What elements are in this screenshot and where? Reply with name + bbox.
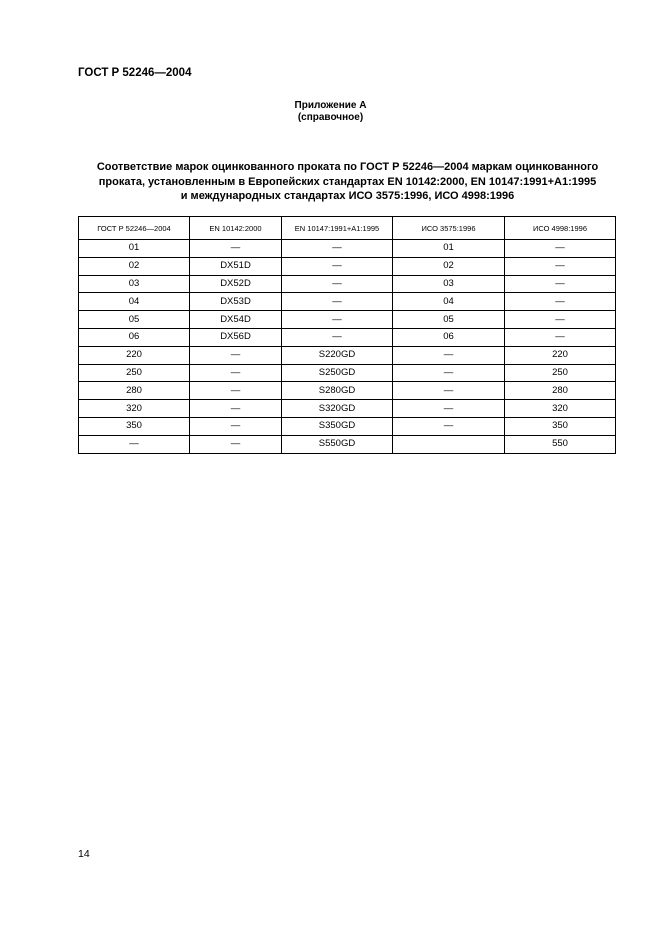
- table-cell: 01: [79, 240, 190, 258]
- table-cell: —: [393, 417, 505, 435]
- table-cell: 01: [393, 240, 505, 258]
- table-cell: 04: [393, 293, 505, 311]
- table-cell: —: [393, 382, 505, 400]
- table-cell: —: [79, 435, 190, 453]
- table-cell: S320GD: [282, 400, 393, 418]
- table-cell: 250: [79, 364, 190, 382]
- table-cell: 320: [505, 400, 616, 418]
- table-cell: S350GD: [282, 417, 393, 435]
- table-cell: —: [190, 364, 282, 382]
- header-cell-gost: ГОСТ Р 52246—2004: [79, 217, 190, 240]
- table-cell: 06: [79, 328, 190, 346]
- appendix-subtitle: (справочное): [297, 112, 364, 123]
- table-cell: 350: [505, 417, 616, 435]
- table-cell: DX54D: [190, 311, 282, 329]
- table-cell: —: [282, 240, 393, 258]
- table-cell: S550GD: [282, 435, 393, 453]
- table-header-row: [79, 217, 616, 240]
- table-row: [79, 328, 616, 346]
- table-cell: 05: [79, 311, 190, 329]
- table-cell: —: [190, 435, 282, 453]
- table-cell: 220: [79, 346, 190, 364]
- table-cell: 03: [393, 275, 505, 293]
- table-cell: 220: [505, 346, 616, 364]
- table-title-line-2: проката, установленным в Европейских стандартах EN 10142:2000, EN 10147:1991+A1:1995: [98, 175, 597, 188]
- table-cell: 06: [393, 328, 505, 346]
- table-cell: DX53D: [190, 293, 282, 311]
- table-cell: —: [282, 328, 393, 346]
- table-cell: —: [190, 417, 282, 435]
- header-cell-iso4998: ИСО 4998:1996: [505, 217, 616, 240]
- table-cell: DX52D: [190, 275, 282, 293]
- table-cell: —: [282, 275, 393, 293]
- table-row: [79, 275, 616, 293]
- table-cell: 03: [79, 275, 190, 293]
- table-cell: [393, 435, 505, 453]
- table-cell: S280GD: [282, 382, 393, 400]
- table-cell: —: [190, 400, 282, 418]
- table-cell: —: [282, 257, 393, 275]
- table-row: [79, 293, 616, 311]
- table-row: [79, 400, 616, 418]
- standard-code-header: ГОСТ Р 52246—2004: [78, 67, 192, 79]
- table-title-line-1: Соответствие марок оцинкованного проката по ГОСТ Р 52246—2004 маркам оцинкованного: [96, 161, 599, 173]
- table-cell: —: [505, 293, 616, 311]
- table-row: [79, 417, 616, 435]
- table-cell: —: [393, 364, 505, 382]
- table-cell: —: [190, 346, 282, 364]
- table-cell: —: [190, 240, 282, 258]
- table-cell: —: [282, 293, 393, 311]
- table-cell: —: [282, 311, 393, 329]
- table-row: [79, 435, 616, 453]
- table-cell: 350: [79, 417, 190, 435]
- table-cell: —: [505, 328, 616, 346]
- table-cell: 02: [79, 257, 190, 275]
- table-cell: 320: [79, 400, 190, 418]
- header-cell-en10147: EN 10147:1991+A1:1995: [282, 217, 393, 240]
- table-cell: S250GD: [282, 364, 393, 382]
- header-cell-iso3575: ИСО 3575:1996: [393, 217, 505, 240]
- appendix-heading: [0, 100, 661, 124]
- table-cell: 550: [505, 435, 616, 453]
- page-number: 14: [78, 848, 90, 860]
- table-cell: 05: [393, 311, 505, 329]
- grade-correspondence-table: [78, 216, 616, 454]
- table-cell: DX51D: [190, 257, 282, 275]
- table-cell: 280: [79, 382, 190, 400]
- table-cell: —: [505, 257, 616, 275]
- table-row: [79, 382, 616, 400]
- table-title: [80, 160, 615, 204]
- table-cell: —: [505, 311, 616, 329]
- header-cell-en10142: EN 10142:2000: [190, 217, 282, 240]
- table-cell: 04: [79, 293, 190, 311]
- table-cell: S220GD: [282, 346, 393, 364]
- table-cell: —: [505, 275, 616, 293]
- table-row: [79, 364, 616, 382]
- table-cell: —: [505, 240, 616, 258]
- table-cell: 280: [505, 382, 616, 400]
- appendix-title: Приложение А: [294, 100, 367, 111]
- table-row: [79, 311, 616, 329]
- table-cell: —: [190, 382, 282, 400]
- table-cell: DX56D: [190, 328, 282, 346]
- table-row: [79, 257, 616, 275]
- table-row: [79, 346, 616, 364]
- table-cell: 250: [505, 364, 616, 382]
- table-title-line-3: и международных стандартах ИСО 3575:1996, ИСО 4998:1996: [180, 190, 515, 202]
- table-cell: —: [393, 400, 505, 418]
- table-cell: 02: [393, 257, 505, 275]
- table-row: [79, 240, 616, 258]
- table-cell: —: [393, 346, 505, 364]
